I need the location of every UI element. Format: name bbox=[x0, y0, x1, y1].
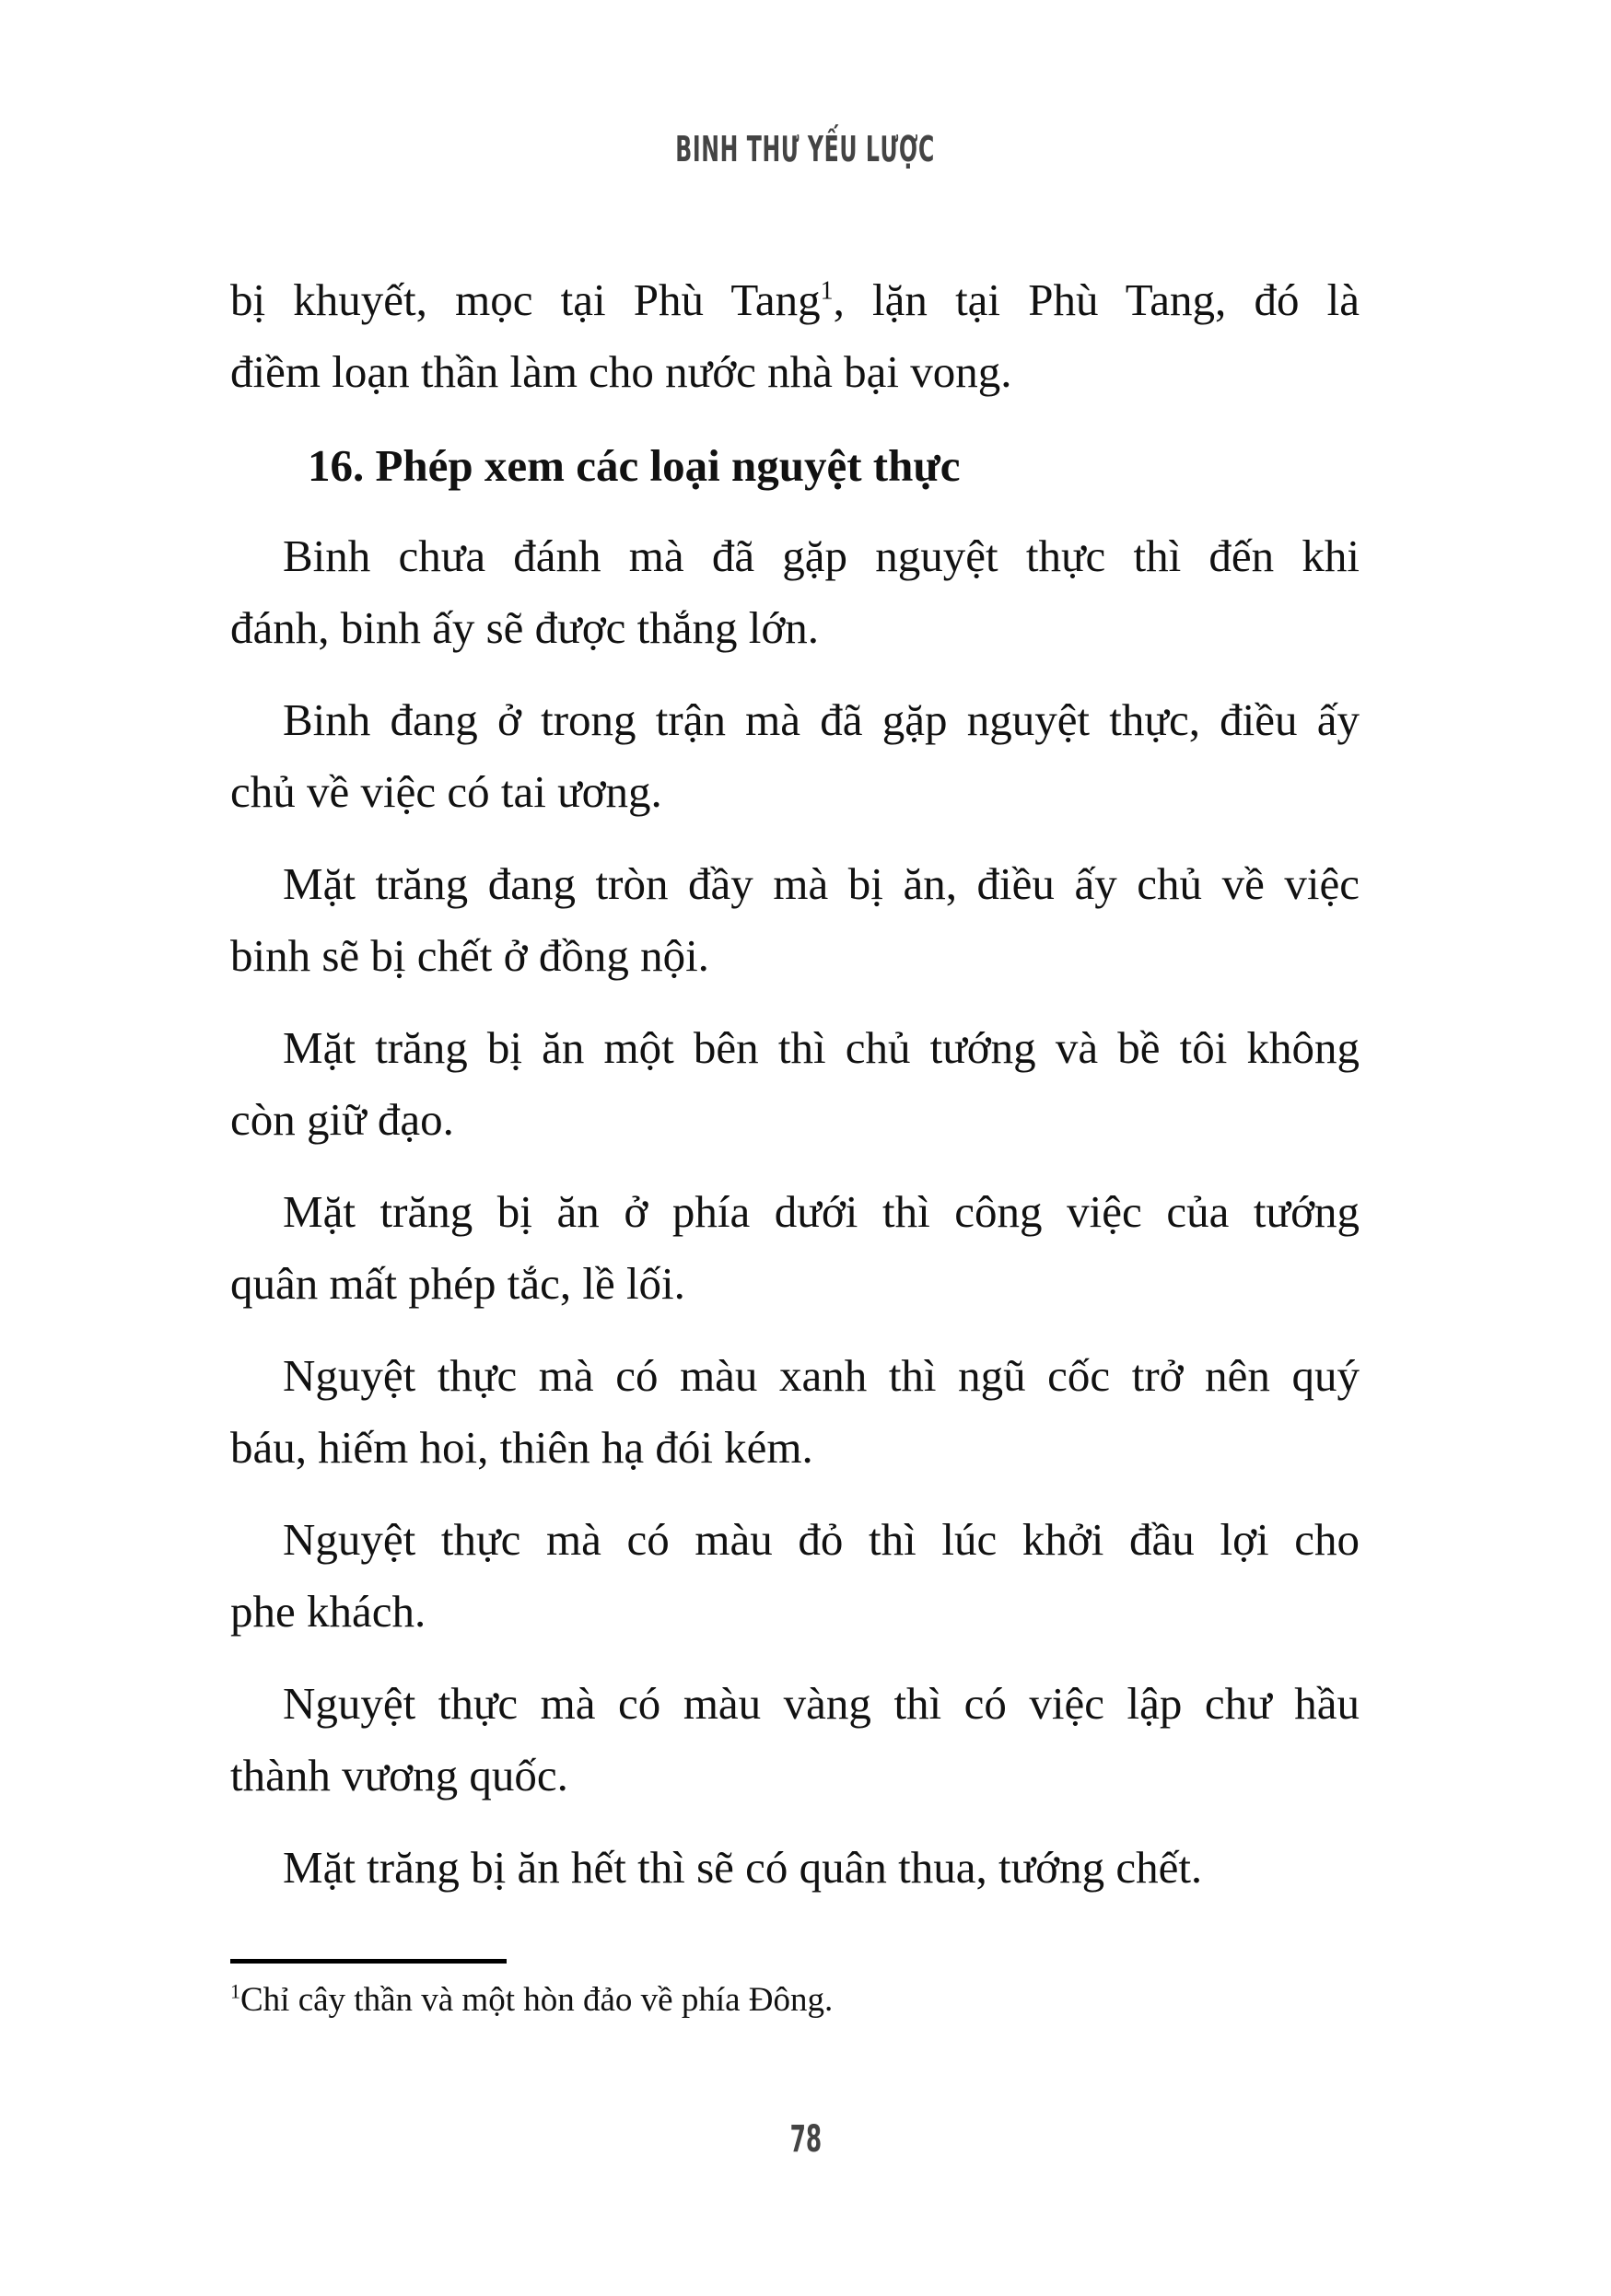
paragraph bbox=[230, 1012, 1360, 1156]
continued-paragraph bbox=[230, 264, 1360, 408]
text-line: Mặt trăng bị ăn hết thì sẽ có quân thua, tướng chết. bbox=[283, 1842, 1203, 1893]
page-number-text: 78 bbox=[789, 2118, 822, 2161]
paragraph bbox=[230, 1668, 1360, 1812]
text-line: Nguyệt thực mà có màu xanh thì ngũ cốc trở nên quý bbox=[283, 1350, 1360, 1401]
text-line: đánh, binh ấy sẽ được thắng lớn. bbox=[230, 602, 820, 653]
text-line: binh sẽ bị chết ở đồng nội. bbox=[230, 930, 709, 981]
text-line: Mặt trăng bị ăn một bên thì chủ tướng và bề tôi không bbox=[283, 1022, 1360, 1073]
text: , lặn tại Phù Tang, đó là bbox=[833, 274, 1360, 325]
footnote-divider bbox=[230, 1959, 507, 1964]
paragraph bbox=[230, 1176, 1360, 1320]
section-heading: 16. Phép xem các loại nguyệt thực bbox=[308, 440, 961, 491]
footnote-ref[interactable]: 1 bbox=[820, 276, 834, 306]
text-line: Mặt trăng đang tròn đầy mà bị ăn, điều ấy chủ về việc bbox=[283, 858, 1360, 909]
text: bị khuyết, mọc tại Phù Tang bbox=[230, 274, 821, 325]
text-line: Mặt trăng bị ăn ở phía dưới thì công việc của tướng bbox=[283, 1186, 1360, 1237]
text-line: Binh đang ở trong trận mà đã gặp nguyệt thực, điều ấy bbox=[283, 694, 1360, 745]
text-line: phe khách. bbox=[230, 1586, 426, 1637]
paragraph-list bbox=[230, 520, 1360, 1904]
paragraph bbox=[230, 1832, 1360, 1904]
text-line bbox=[230, 264, 1360, 336]
running-head bbox=[0, 129, 1611, 169]
running-head-text: BINH THƯ YẾU LƯỢC bbox=[675, 129, 936, 169]
paragraph bbox=[230, 684, 1360, 828]
paragraph bbox=[230, 1340, 1360, 1484]
text-line: Binh chưa đánh mà đã gặp nguyệt thực thì đến khi bbox=[283, 530, 1360, 581]
footnote-marker: 1 bbox=[230, 1979, 240, 2003]
paragraph bbox=[230, 520, 1360, 664]
text-line: Nguyệt thực mà có màu vàng thì có việc lập chư hầu bbox=[283, 1678, 1360, 1729]
paragraph bbox=[230, 1504, 1360, 1648]
text-line: quân mất phép tắc, lề lối. bbox=[230, 1258, 685, 1309]
text-line: báu, hiếm hoi, thiên hạ đói kém. bbox=[230, 1422, 813, 1473]
text-line: điềm loạn thần làm cho nước nhà bại vong. bbox=[230, 346, 1012, 397]
text-line: chủ về việc có tai ương. bbox=[230, 766, 662, 817]
footnote-text: Chỉ cây thần và một hòn đảo về phía Đông. bbox=[240, 1981, 834, 2019]
body-text bbox=[230, 264, 1360, 1924]
text-line: thành vương quốc. bbox=[230, 1750, 568, 1801]
page-number bbox=[0, 2118, 1611, 2161]
paragraph bbox=[230, 848, 1360, 992]
text-line: Nguyệt thực mà có màu đỏ thì lúc khởi đầu lợi cho bbox=[283, 1514, 1360, 1565]
footnote bbox=[230, 1978, 833, 2022]
text-line: còn giữ đạo. bbox=[230, 1094, 454, 1145]
